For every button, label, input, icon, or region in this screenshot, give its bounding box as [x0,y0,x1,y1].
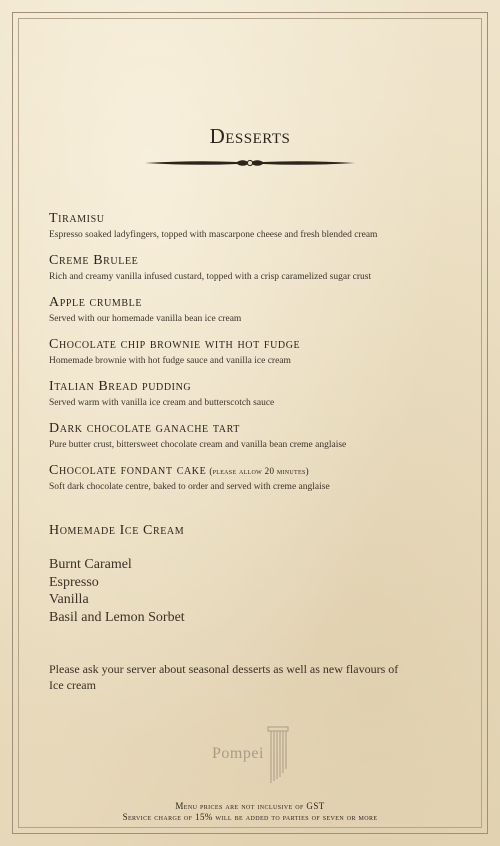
item-name: Apple crumble [49,295,143,310]
menu-item [49,210,449,242]
item-description: Homemade brownie with hot fudge sauce and vanilla ice cream [49,356,291,366]
menu-item [49,252,449,284]
item-name: Italian Bread pudding [49,379,192,394]
item-name: Tiramisu [49,211,105,226]
item-description: Rich and creamy vanilla infused custard, topped with a crisp caramelized sugar crust [49,272,372,282]
footer-notice [0,801,500,823]
flavour-item: Vanilla [49,592,89,607]
ice-cream-heading: Homemade Ice Cream [49,523,185,538]
pompei-logo [210,725,300,785]
item-name: Creme Brulee [49,253,139,268]
menu-title: Desserts [209,124,291,148]
item-description: Pure butter crust, bittersweet chocolate cream and vanilla bean creme anglaise [49,440,347,450]
flavour-item: Basil and Lemon Sorbet [49,609,185,625]
menu-item [49,336,449,368]
menu-item [49,420,449,452]
logo-text: Pompei [212,745,264,762]
menu-item [49,462,449,494]
item-name: Dark chocolate ganache tart [49,421,240,436]
seasonal-note: Please ask your server about seasonal desserts as well as new flavours of Ice cream [49,662,399,692]
item-note: (please allow 20 minutes) [209,466,309,476]
dessert-list [49,210,449,504]
item-name: Chocolate fondant cake (please allow 20 minutes) [49,463,309,478]
ornament-divider-icon [145,154,355,172]
item-description: Soft dark chocolate centre, baked to order and served with creme anglaise [49,482,330,492]
item-description: Espresso soaked ladyfingers, topped with mascarpone cheese and fresh blended cream [49,230,378,240]
menu-item [49,294,449,326]
flavour-item: Burnt Caramel [49,557,132,572]
item-description: Served with our homemade vanilla bean ice cream [49,314,242,324]
item-name: Chocolate chip brownie with hot fudge [49,337,301,352]
footer-gst-note: Menu prices are not inclusive of GST [175,801,325,811]
menu-item [49,378,449,410]
item-description: Served warm with vanilla ice cream and butterscotch sauce [49,398,275,408]
footer-service-charge-note: Service charge of 15% will be added to parties of seven or more [122,812,378,822]
flavour-item: Espresso [49,574,99,590]
ice-cream-flavour-list [49,556,185,626]
